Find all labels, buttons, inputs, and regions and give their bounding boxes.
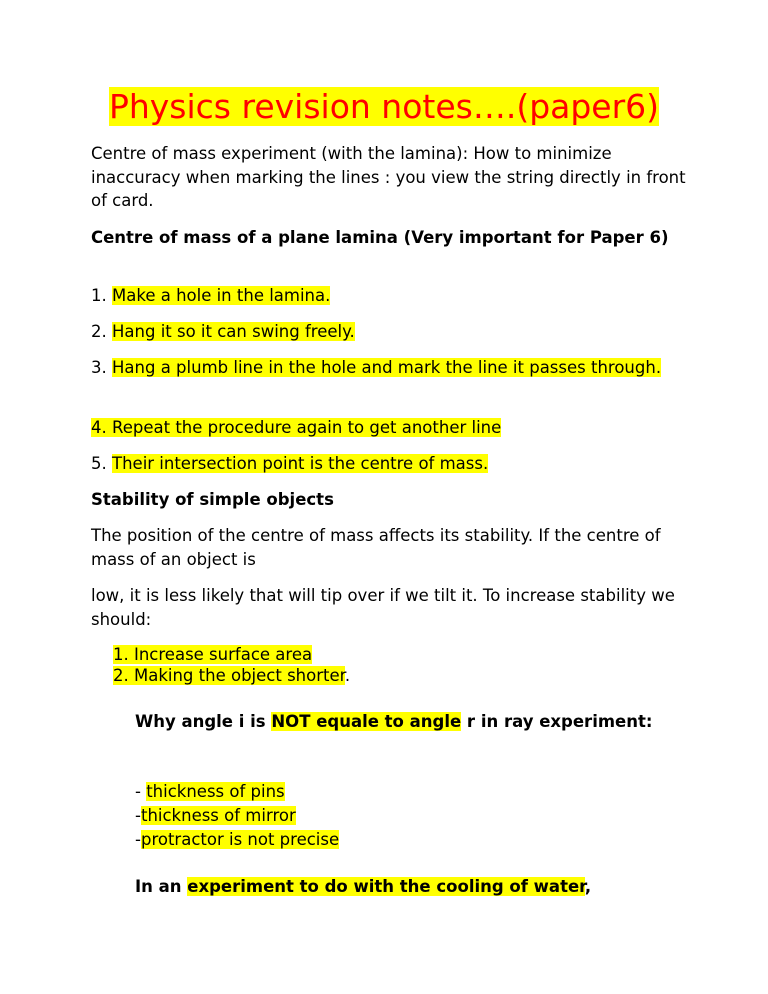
ray-item-3: -protractor is not precise [135,830,340,849]
stability-paragraph-1: The position of the centre of mass affects its stability. If the centre of mass of an object is [91,526,661,569]
step-text: 4. Repeat the procedure again to get another line [91,418,502,437]
lamina-step-2 [91,320,691,344]
stability-list-item-2 [113,665,350,686]
step-text: Hang a plumb line in the hole and mark the line it passes through. [112,358,662,377]
ray-item-2: -thickness of mirror [135,806,296,825]
page-title-text: Physics revision notes….(paper6) [108,87,660,126]
step-number: 5. [91,454,112,473]
step-number: 1. [91,286,112,305]
lamina-step-3 [91,356,691,380]
step-text: Their intersection point is the centre of mass. [112,454,489,473]
ray-item-1: - thickness of pins [135,782,285,801]
intro-paragraph: Centre of mass experiment (with the lamina): How to minimize inaccuracy when marking the lines : you view the string directly in front of card. [91,144,686,210]
ray-item-text: thickness of pins [146,782,285,801]
lamina-heading: Centre of mass of a plane lamina (Very important for Paper 6) [91,228,669,247]
stability-list-item-1 [113,644,312,665]
lamina-step-4 [91,416,691,440]
list-item-suffix: . [344,666,351,685]
ray-heading: Why angle i is NOT equale to angle r in ray experiment: [135,712,653,731]
ray-heading-highlight: NOT equale to angle [271,712,462,731]
step-number: 3. [91,358,112,377]
step-text: Make a hole in the lamina. [112,286,331,305]
ray-item-text: protractor is not precise [140,830,340,849]
lamina-step-1 [91,284,691,308]
page-title [0,84,768,130]
stability-heading: Stability of simple objects [91,490,334,509]
cooling-heading: In an experiment to do with the cooling of water, [135,877,592,896]
step-number: 2. [91,322,112,341]
lamina-step-5 [91,452,691,476]
stability-paragraph-2: low, it is less likely that will tip over if we tilt it. To increase stability we should: [91,586,675,629]
list-item-text: 1. Increase surface area [113,645,313,664]
step-text: Hang it so it can swing freely. [112,322,355,341]
ray-item-text: thickness of mirror [140,806,296,825]
cooling-heading-highlight: experiment to do with the cooling of water [187,877,585,896]
list-item-text: 2. Making the object shorter [113,666,345,685]
